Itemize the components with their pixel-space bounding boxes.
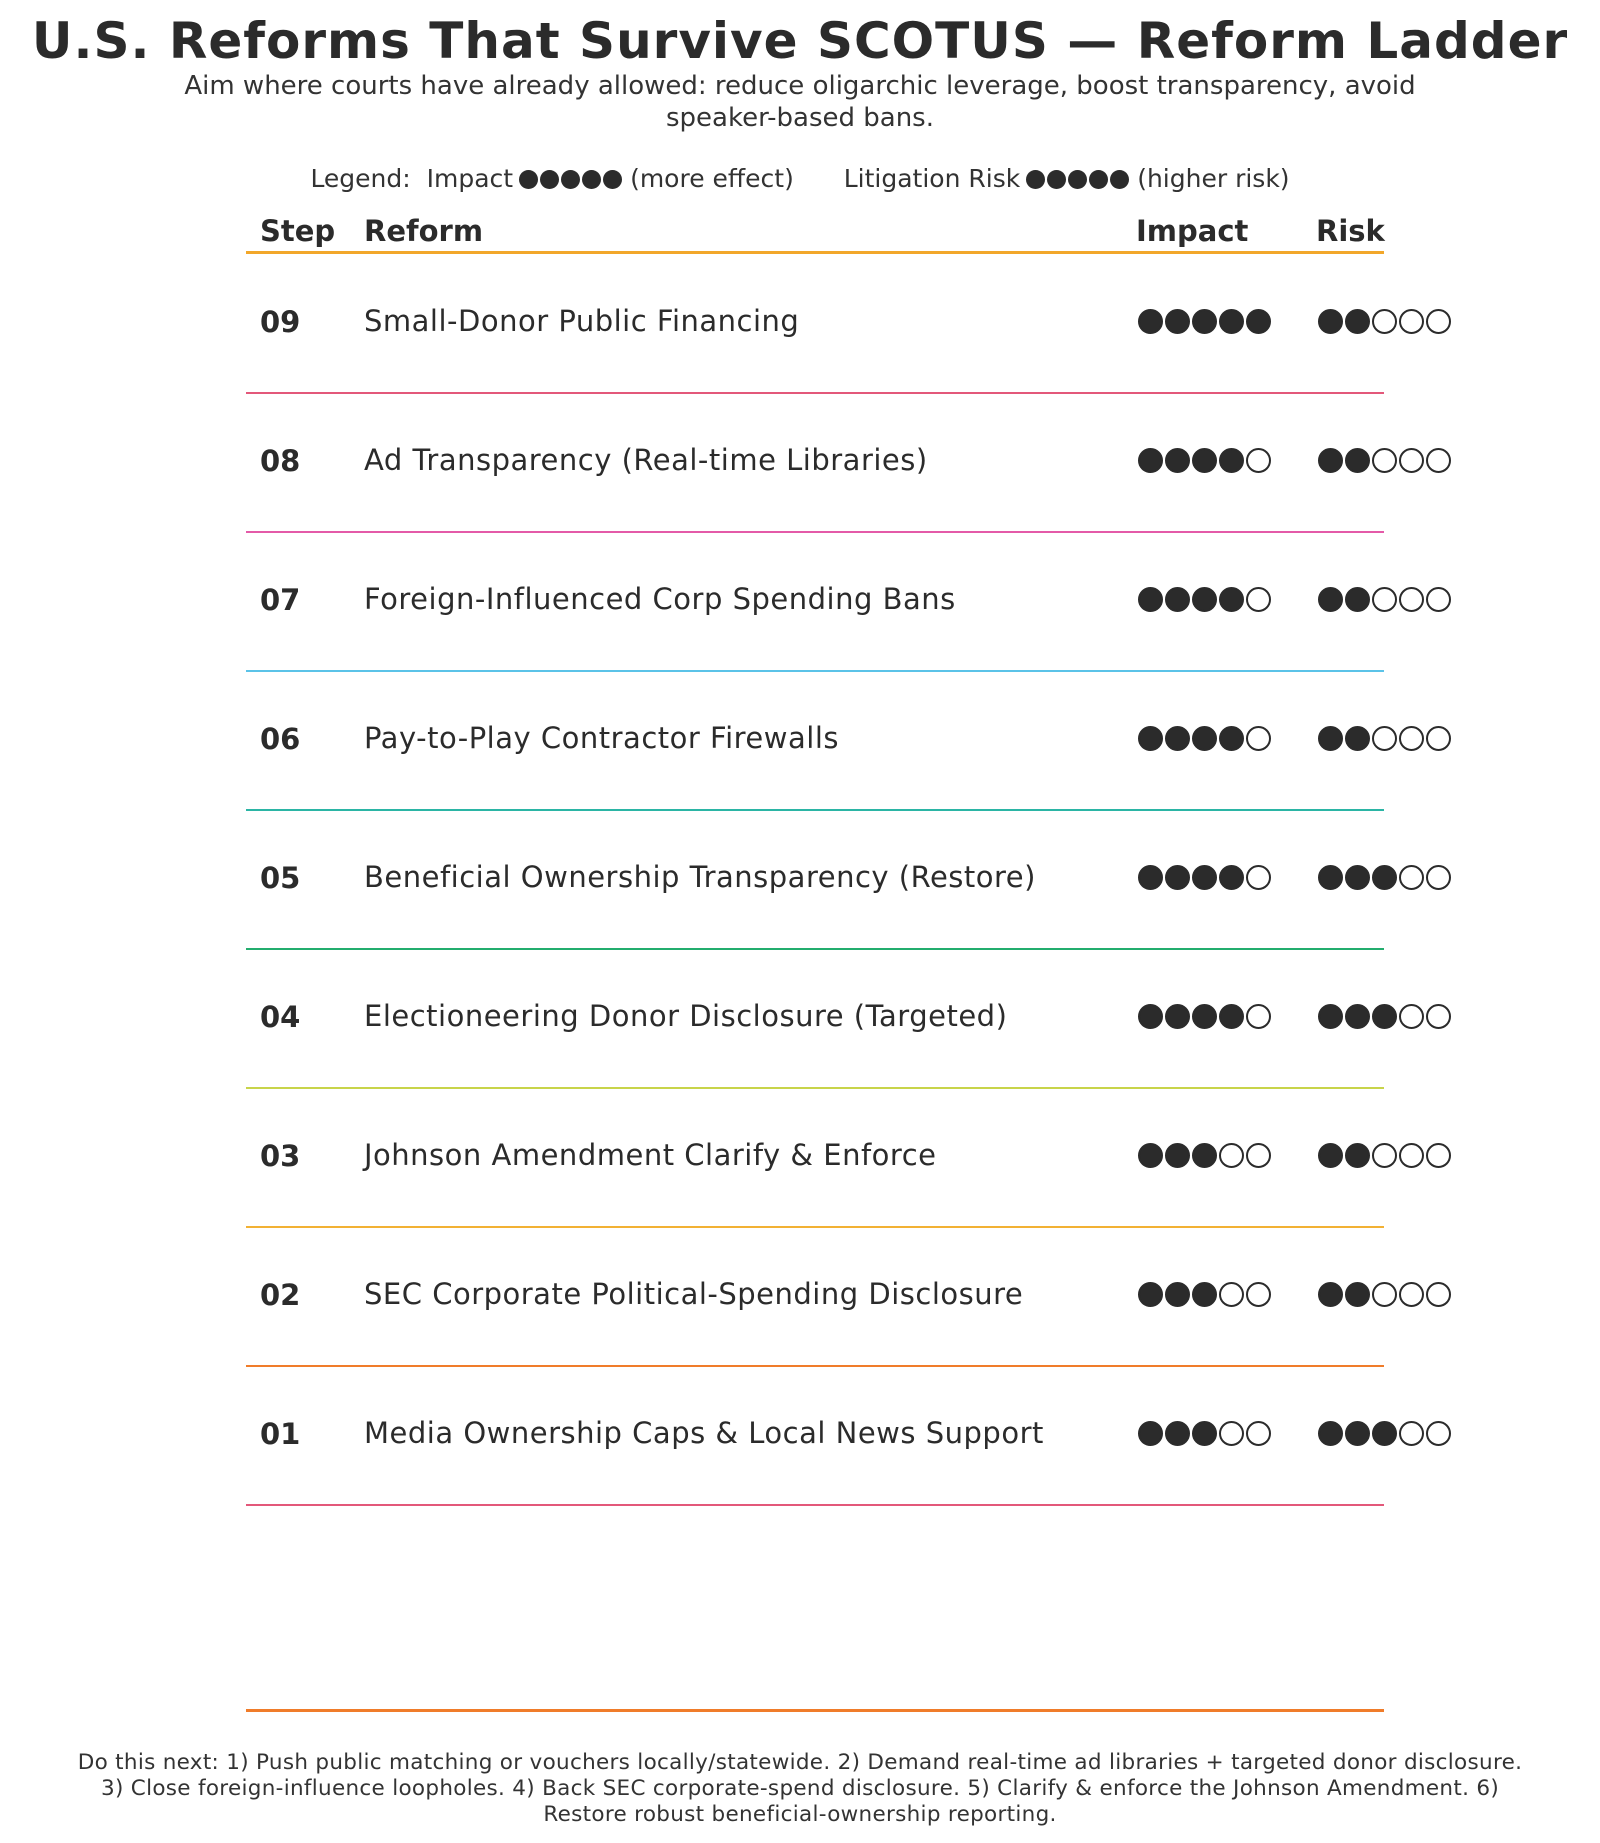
impact-rating — [1138, 1421, 1273, 1447]
ladder-row — [0, 1089, 1600, 1228]
filled-dot-icon — [1318, 448, 1343, 473]
filled-dot-icon — [1345, 448, 1370, 473]
empty-dot-icon — [1246, 587, 1271, 612]
filled-dot-icon — [1246, 309, 1271, 334]
page-title: U.S. Reforms That Survive SCOTUS — Reform Ladder — [31, 12, 1569, 70]
step-number: 08 — [260, 444, 301, 478]
filled-dot-icon — [1068, 170, 1087, 189]
filled-dot-icon — [1192, 587, 1217, 612]
filled-dot-icon — [1138, 1143, 1163, 1168]
filled-dot-icon — [1219, 448, 1244, 473]
filled-dot-icon — [1372, 1004, 1397, 1029]
filled-dot-icon — [582, 170, 601, 189]
filled-dot-icon — [1192, 309, 1217, 334]
empty-dot-icon — [1219, 1421, 1244, 1446]
empty-dot-icon — [1399, 865, 1424, 890]
header-divider — [246, 251, 1384, 254]
empty-dot-icon — [1399, 587, 1424, 612]
ladder-row — [0, 672, 1600, 811]
empty-dot-icon — [1399, 1143, 1424, 1168]
ladder-row — [0, 811, 1600, 950]
filled-dot-icon — [1345, 1143, 1370, 1168]
column-header-reform: Reform — [364, 214, 484, 248]
filled-dot-icon — [1219, 309, 1244, 334]
impact-rating — [1138, 726, 1273, 752]
row-divider — [246, 1504, 1384, 1506]
filled-dot-icon — [1165, 309, 1190, 334]
risk-rating — [1318, 1004, 1453, 1030]
legend-impact-note: (more effect) — [630, 164, 794, 193]
reform-name: Beneficial Ownership Transparency (Restore) — [364, 860, 1036, 894]
empty-dot-icon — [1426, 1421, 1451, 1446]
footer-action-list: Do this next: 1) Push public matching or vouchers locally/statewide. 2) Demand real-time ad libraries + targeted donor disclosure. 3) Close foreign-influence loopholes. 4) Back SEC corporate-spend disclosure. 5) Clarify & enforce the Johnson Amendment. 6) Restore robust beneficial-ownership reporting. — [77, 1750, 1523, 1827]
reform-name: Small-Donor Public Financing — [364, 304, 800, 338]
filled-dot-icon — [1138, 309, 1163, 334]
impact-rating — [1138, 448, 1273, 474]
filled-dot-icon — [1192, 1282, 1217, 1307]
ladder-row — [0, 533, 1600, 672]
filled-dot-icon — [1089, 170, 1108, 189]
filled-dot-icon — [1345, 587, 1370, 612]
filled-dot-icon — [1192, 1004, 1217, 1029]
impact-rating — [1138, 309, 1273, 335]
ladder-row — [0, 394, 1600, 533]
empty-dot-icon — [1426, 448, 1451, 473]
filled-dot-icon — [1192, 726, 1217, 751]
risk-rating — [1318, 587, 1453, 613]
filled-dot-icon — [561, 170, 580, 189]
empty-dot-icon — [1399, 1282, 1424, 1307]
empty-dot-icon — [1426, 309, 1451, 334]
legend — [0, 164, 1600, 195]
empty-dot-icon — [1399, 1004, 1424, 1029]
empty-dot-icon — [1426, 726, 1451, 751]
step-number: 06 — [260, 722, 301, 756]
filled-dot-icon — [1138, 1421, 1163, 1446]
step-number: 07 — [260, 583, 301, 617]
reform-name: Media Ownership Caps & Local News Support — [364, 1416, 1044, 1450]
filled-dot-icon — [1318, 1282, 1343, 1307]
filled-dot-icon — [540, 170, 559, 189]
filled-dot-icon — [1372, 1421, 1397, 1446]
reform-name: Ad Transparency (Real-time Libraries) — [364, 443, 928, 477]
reform-name: Pay-to-Play Contractor Firewalls — [364, 721, 839, 755]
empty-dot-icon — [1246, 726, 1271, 751]
ladder-row — [0, 1367, 1600, 1506]
filled-dot-icon — [1219, 1004, 1244, 1029]
filled-dot-icon — [1318, 1421, 1343, 1446]
filled-dot-icon — [1345, 1282, 1370, 1307]
filled-dot-icon — [1318, 1143, 1343, 1168]
risk-rating — [1318, 1421, 1453, 1447]
filled-dot-icon — [1165, 587, 1190, 612]
empty-dot-icon — [1219, 1282, 1244, 1307]
filled-dot-icon — [1165, 1421, 1190, 1446]
filled-dot-icon — [1165, 1143, 1190, 1168]
step-number: 04 — [260, 1000, 301, 1034]
filled-dot-icon — [1345, 726, 1370, 751]
filled-dot-icon — [1165, 726, 1190, 751]
filled-dot-icon — [1138, 448, 1163, 473]
filled-dot-icon — [1318, 865, 1343, 890]
empty-dot-icon — [1372, 587, 1397, 612]
empty-dot-icon — [1426, 587, 1451, 612]
empty-dot-icon — [1426, 1004, 1451, 1029]
legend-risk-label: Litigation Risk — [843, 164, 1021, 193]
filled-dot-icon — [1318, 587, 1343, 612]
impact-rating — [1138, 1282, 1273, 1308]
impact-rating — [1138, 1004, 1273, 1030]
empty-dot-icon — [1372, 448, 1397, 473]
filled-dot-icon — [1192, 1143, 1217, 1168]
filled-dot-icon — [1318, 1004, 1343, 1029]
filled-dot-icon — [1192, 865, 1217, 890]
reform-name: Foreign-Influenced Corp Spending Bans — [364, 582, 956, 616]
empty-dot-icon — [1426, 865, 1451, 890]
filled-dot-icon — [1345, 1421, 1370, 1446]
filled-dot-icon — [1372, 865, 1397, 890]
empty-dot-icon — [1246, 1143, 1271, 1168]
legend-impact-dots — [519, 166, 624, 195]
reform-name: SEC Corporate Political-Spending Disclosure — [364, 1277, 1024, 1311]
step-number: 01 — [260, 1417, 301, 1451]
filled-dot-icon — [1192, 1421, 1217, 1446]
step-number: 03 — [260, 1139, 301, 1173]
ladder-row — [0, 255, 1600, 394]
empty-dot-icon — [1399, 448, 1424, 473]
column-header-step: Step — [260, 214, 336, 248]
filled-dot-icon — [1165, 1282, 1190, 1307]
filled-dot-icon — [1026, 170, 1045, 189]
filled-dot-icon — [1219, 726, 1244, 751]
empty-dot-icon — [1372, 309, 1397, 334]
ladder-row — [0, 1228, 1600, 1367]
page-subtitle: Aim where courts have already allowed: reduce oligarchic leverage, boost transparency, avoid speaker-based bans. — [184, 71, 1416, 133]
empty-dot-icon — [1426, 1282, 1451, 1307]
filled-dot-icon — [1318, 726, 1343, 751]
empty-dot-icon — [1246, 1421, 1271, 1446]
filled-dot-icon — [1345, 309, 1370, 334]
reform-name: Johnson Amendment Clarify & Enforce — [364, 1138, 937, 1172]
empty-dot-icon — [1246, 865, 1271, 890]
empty-dot-icon — [1372, 1143, 1397, 1168]
empty-dot-icon — [1246, 1004, 1271, 1029]
filled-dot-icon — [1219, 587, 1244, 612]
risk-rating — [1318, 726, 1453, 752]
step-number: 05 — [260, 861, 301, 895]
empty-dot-icon — [1399, 309, 1424, 334]
risk-rating — [1318, 448, 1453, 474]
legend-label: Legend: — [310, 164, 411, 193]
bottom-divider — [246, 1709, 1384, 1712]
filled-dot-icon — [1110, 170, 1129, 189]
filled-dot-icon — [519, 170, 538, 189]
empty-dot-icon — [1219, 1143, 1244, 1168]
filled-dot-icon — [1138, 587, 1163, 612]
empty-dot-icon — [1246, 448, 1271, 473]
filled-dot-icon — [1219, 865, 1244, 890]
ladder-row — [0, 950, 1600, 1089]
filled-dot-icon — [1165, 1004, 1190, 1029]
filled-dot-icon — [1345, 865, 1370, 890]
risk-rating — [1318, 865, 1453, 891]
filled-dot-icon — [1345, 1004, 1370, 1029]
filled-dot-icon — [603, 170, 622, 189]
filled-dot-icon — [1138, 726, 1163, 751]
legend-impact-label: Impact — [426, 164, 514, 193]
column-header-risk: Risk — [1316, 214, 1385, 248]
risk-rating — [1318, 1282, 1453, 1308]
empty-dot-icon — [1426, 1143, 1451, 1168]
filled-dot-icon — [1318, 309, 1343, 334]
filled-dot-icon — [1165, 448, 1190, 473]
empty-dot-icon — [1372, 1282, 1397, 1307]
empty-dot-icon — [1372, 726, 1397, 751]
impact-rating — [1138, 587, 1273, 613]
reform-name: Electioneering Donor Disclosure (Targeted) — [364, 999, 1008, 1033]
column-header-impact: Impact — [1136, 214, 1249, 248]
filled-dot-icon — [1138, 1282, 1163, 1307]
step-number: 09 — [260, 305, 301, 339]
filled-dot-icon — [1192, 448, 1217, 473]
filled-dot-icon — [1165, 865, 1190, 890]
empty-dot-icon — [1399, 726, 1424, 751]
filled-dot-icon — [1138, 1004, 1163, 1029]
empty-dot-icon — [1399, 1421, 1424, 1446]
empty-dot-icon — [1246, 1282, 1271, 1307]
filled-dot-icon — [1138, 865, 1163, 890]
step-number: 02 — [260, 1278, 301, 1312]
impact-rating — [1138, 1143, 1273, 1169]
filled-dot-icon — [1047, 170, 1066, 189]
legend-risk-dots — [1026, 166, 1131, 195]
impact-rating — [1138, 865, 1273, 891]
risk-rating — [1318, 309, 1453, 335]
legend-risk-note: (higher risk) — [1137, 164, 1290, 193]
risk-rating — [1318, 1143, 1453, 1169]
